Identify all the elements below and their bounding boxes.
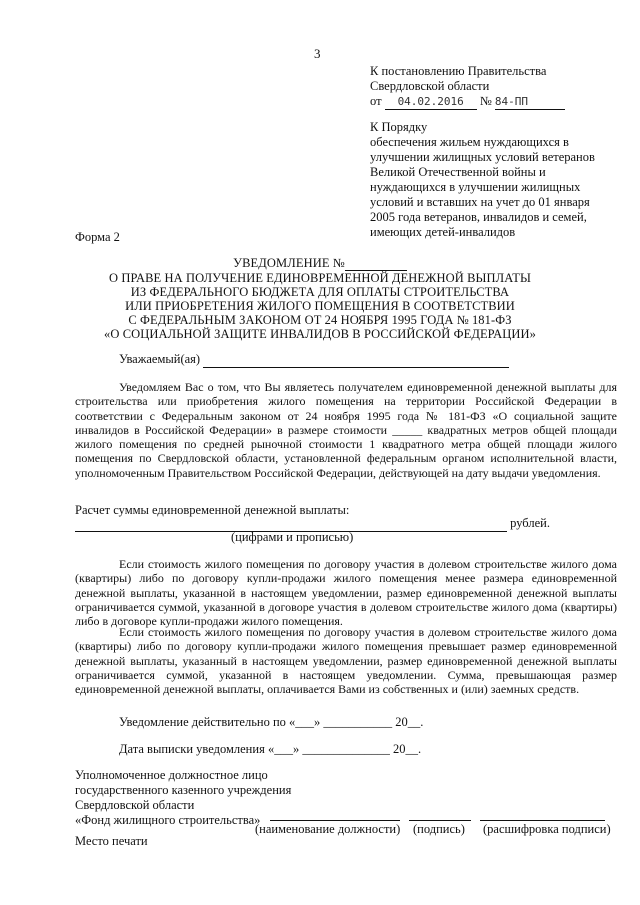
signatory-line1: Уполномоченное должностное лицо: [75, 768, 268, 782]
procedure-header: [370, 120, 620, 240]
greeting-row: [119, 352, 509, 368]
seal-place: Место печати: [75, 834, 148, 848]
signatory-line4: «Фонд жилищного строительства»: [75, 813, 261, 827]
procedure-title: К Порядку: [370, 120, 428, 134]
caption-signature: (подпись): [413, 822, 465, 836]
recipient-name-field: [203, 352, 509, 368]
notice-title-line6: «О СОЦИАЛЬНОЙ ЗАЩИТЕ ИНВАЛИДОВ В РОССИЙСКОЙ ФЕДЕРАЦИИ»: [104, 327, 536, 341]
rubles-label: рублей.: [510, 516, 550, 530]
notice-title-line5: С ФЕДЕРАЛЬНЫМ ЗАКОНОМ ОТ 24 НОЯБРЯ 1995 ГОДА № 181-ФЗ: [128, 313, 512, 327]
notice-title-line2: О ПРАВЕ НА ПОЛУЧЕНИЕ ЕДИНОВРЕМЕННОЙ ДЕНЕЖНОЙ ВЫПЛАТЫ: [109, 271, 531, 285]
attachment-header: [370, 64, 565, 110]
resolution-date: 04.02.2016: [385, 94, 477, 110]
from-label: от: [370, 94, 382, 108]
procedure-line: условий и вставших на учет до 01 января: [370, 195, 590, 209]
paragraph-3: Если стоимость жилого помещения по договору участия в долевом строительстве жилого дома (квартиры) либо по договору купли-продажи жилого помещения превышает размер единовременной денежной выплаты, указанный в настоящем уведомлении, размер единовременной денежной выплаты ограничивается суммой, указанной в настоящем уведомлении. Сумма, превышающая размер единовременной денежной выплаты, оплачивается Вами из собственных и (или) заемных средств.: [75, 625, 617, 697]
procedure-line: обеспечения жильем нуждающихся в: [370, 135, 569, 149]
procedure-line: 2005 года ветеранов, инвалидов и семей,: [370, 210, 587, 224]
procedure-line: нуждающихся в улучшении жилищных: [370, 180, 581, 194]
notice-title-line3: ИЗ ФЕДЕРАЛЬНОГО БЮДЖЕТА ДЛЯ ОПЛАТЫ СТРОИТЕЛЬСТВА: [130, 285, 510, 299]
paragraph-2: Если стоимость жилого помещения по договору участия в долевом строительстве жилого дома (квартиры) либо по договору купли-продажи жилого помещения менее размера единовременной денежной выплаты, указанной в настоящем уведомлении, размер единовременной денежной выплаты ограничивается суммой, указанной в договоре участия в долевом строительстве жилого дома (квартиры) либо в договоре купли-продажи жилого помещения.: [75, 557, 617, 629]
notice-title-line4: ИЛИ ПРИОБРЕТЕНИЯ ЖИЛОГО ПОМЕЩЕНИЯ В СООТВЕТСТВИИ: [125, 299, 515, 313]
caption-position: (наименование должности): [255, 822, 401, 836]
attachment-line1: К постановлению Правительства: [370, 64, 547, 78]
greeting-label: Уважаемый(ая): [119, 352, 201, 366]
calc-label: Расчет суммы единовременной денежной выплаты:: [75, 503, 350, 517]
procedure-line: Великой Отечественной войны и: [370, 165, 546, 179]
amount-hint: (цифрами и прописью): [231, 530, 354, 544]
signatory-line2: государственного казенного учреждения: [75, 783, 292, 797]
form-label: Форма 2: [75, 230, 120, 244]
paragraph-1: Уведомляем Вас о том, что Вы являетесь получателем единовременной денежной выплаты для строительства или приобретения жилого помещения на территории Российской Федерации в соответствии с Федеральным законом от 24 ноября 1995 года № 181-ФЗ «О социальной защите инвалидов в Российской Федерации» в размере стоимости _____ квадратных метров общей площади жилого помещения по средней рыночной стоимости 1 квадратного метра общей площади жилого помещения по Свердловской области, установленной федеральным органом исполнительной власти, уполномоченным Правительством Российской Федерации, действующей на дату выдачи уведомления.: [75, 380, 617, 480]
issue-date: Дата выписки уведомления «___» ______________ 20__.: [119, 742, 422, 756]
valid-until: Уведомление действительно по «___» ___________ 20__.: [119, 715, 424, 729]
procedure-line: имеющих детей-инвалидов: [370, 225, 516, 239]
signatory-line3: Свердловской области: [75, 798, 195, 812]
notice-title: [70, 256, 570, 341]
signatory-block: [75, 768, 291, 828]
decoding-field-line: [480, 820, 605, 821]
attachment-date-row: [370, 94, 565, 110]
number-label: №: [479, 94, 492, 108]
position-field-line: [270, 820, 400, 821]
procedure-line: улучшении жилищных условий ветеранов: [370, 150, 595, 164]
resolution-number: 84-ПП: [495, 94, 565, 110]
notice-title-line1: УВЕДОМЛЕНИЕ №: [70, 256, 570, 271]
caption-decoding: (расшифровка подписи): [483, 822, 611, 836]
notice-number-field: [345, 256, 407, 271]
page-number: 3: [314, 46, 321, 61]
signature-field-line: [409, 820, 471, 821]
attachment-line2: Свердловской области: [370, 79, 490, 93]
